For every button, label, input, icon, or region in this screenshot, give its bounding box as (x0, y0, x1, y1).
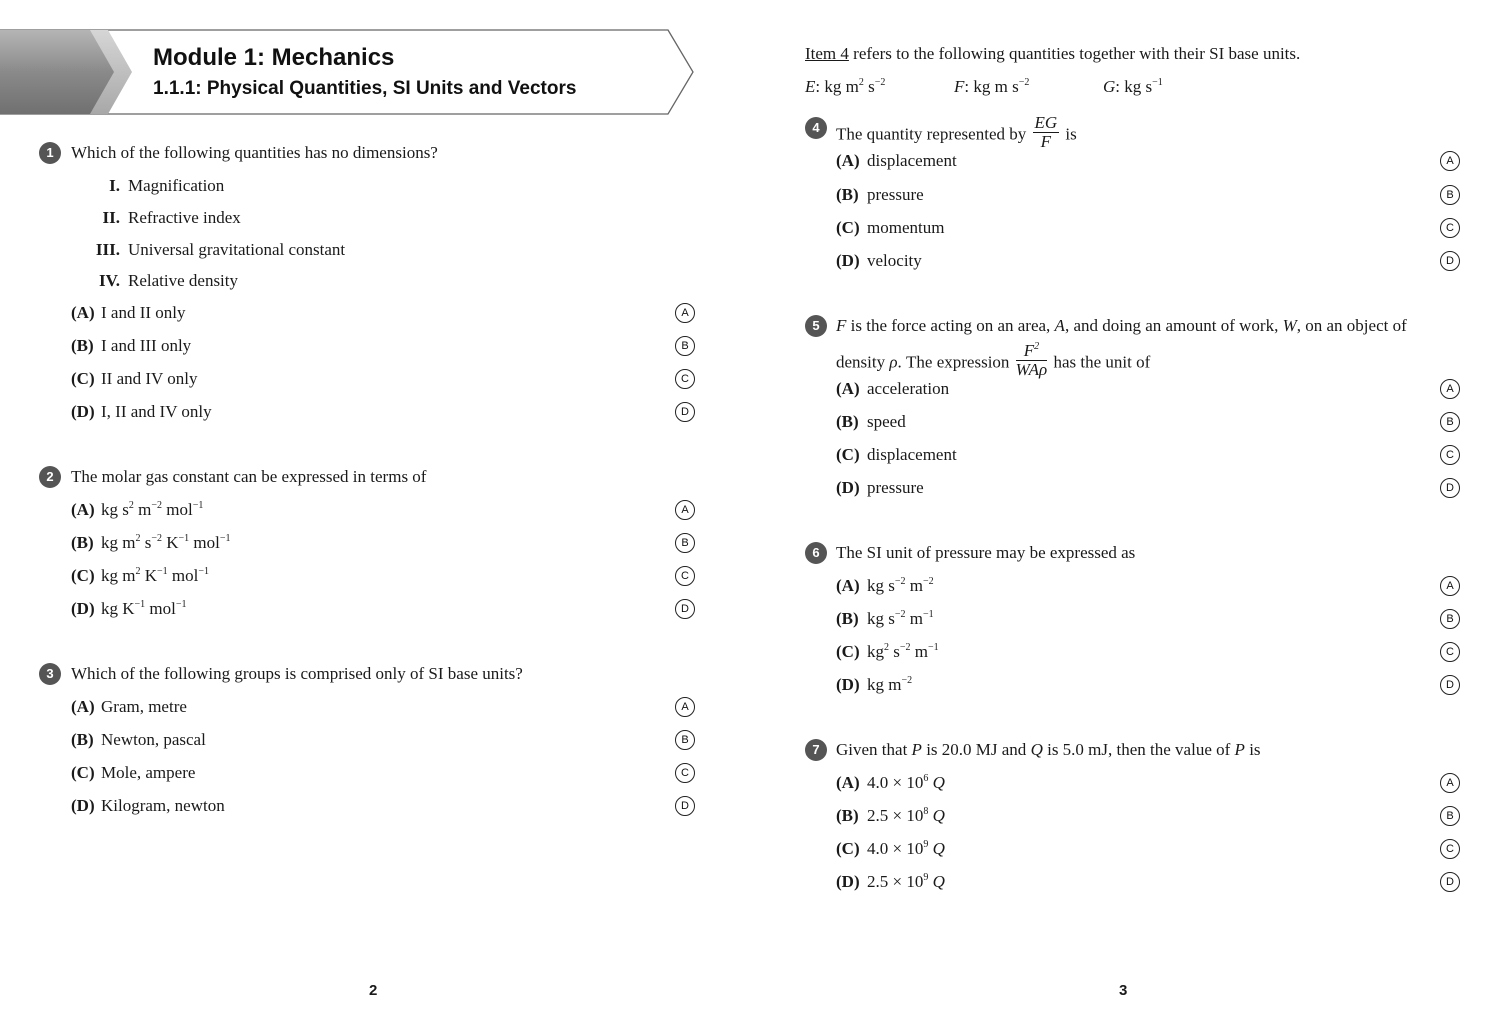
option-letter: (D) (836, 251, 860, 270)
answer-bubble-a[interactable]: A (675, 500, 695, 520)
option-text: Gram, metre (101, 697, 187, 716)
answer-bubble-c[interactable]: C (1440, 218, 1460, 238)
answer-bubble-c[interactable]: C (675, 369, 695, 389)
page-number-right: 3 (1119, 982, 1128, 999)
option-text: Mole, ampere (101, 763, 196, 782)
option-letter: (D) (71, 796, 95, 815)
option-letter: (D) (836, 478, 860, 497)
quantity-e: E: kg $m^2$ $s^{-2}$ (805, 77, 886, 96)
question-5-line-1: F is the force acting on an area, A, and doing an amount of work, W, on an object of (836, 316, 1407, 335)
answer-bubble-c[interactable]: C (1440, 445, 1460, 465)
page-number-left: 2 (369, 982, 378, 999)
option-text: $4.0 \times 10^6$ Q (867, 773, 945, 792)
answer-bubble-a[interactable]: A (675, 697, 695, 717)
answer-bubble-b[interactable]: B (675, 730, 695, 750)
answer-bubble-b[interactable]: B (675, 336, 695, 356)
option-letter: (B) (836, 412, 859, 431)
option-text: II and IV only (101, 369, 198, 388)
option-letter: (B) (836, 609, 859, 628)
option-text: I, II and IV only (101, 402, 212, 421)
question-1-stem: Which of the following quantities has no dimensions? (71, 143, 438, 162)
answer-bubble-c[interactable]: C (675, 566, 695, 586)
list-item: Universal gravitational constant (128, 240, 346, 259)
list-item: Magnification (128, 176, 225, 195)
option-letter: (B) (71, 533, 94, 552)
question-5-line-2: density ρ. The expression $\frac{F^2}{\text{WAρ}}$ has the unit of (836, 341, 1151, 379)
option-text: kg $m^2$ $s^{-2}$ $K^{-1}$ mol$^{-1}$ (101, 533, 231, 552)
option-letter: (D) (71, 599, 95, 618)
fraction-eg-over-f: $\frac{EG}{F}$ (1034, 113, 1058, 151)
option-letter: (C) (836, 218, 860, 237)
option-letter: (A) (836, 773, 860, 792)
answer-bubble-a[interactable]: A (1440, 576, 1460, 596)
question-number-3: 3 (39, 663, 61, 685)
question-number-6: 6 (805, 542, 827, 564)
option-letter: (B) (71, 730, 94, 749)
option-text: kg $K^{-1}$ mol$^{-1}$ (101, 599, 187, 618)
list-item: Relative density (128, 271, 239, 290)
option-text: momentum (867, 218, 945, 237)
question-number-5: 5 (805, 315, 827, 337)
option-letter: (A) (71, 303, 95, 322)
question-3-stem: Which of the following groups is comprised only of SI base units? (71, 664, 523, 683)
option-text: acceleration (867, 379, 950, 398)
question-2-stem: The molar gas constant can be expressed in terms of (71, 467, 427, 486)
answer-bubble-b[interactable]: B (1440, 412, 1460, 432)
option-text: displacement (867, 151, 957, 170)
option-letter: (D) (836, 872, 860, 891)
question-number-1: 1 (39, 142, 61, 164)
roman-numeral: II. (102, 208, 120, 227)
option-text: speed (867, 412, 906, 431)
option-text: kg $s^{-2}$ $m^{-1}$ (867, 609, 934, 628)
option-letter: (A) (836, 151, 860, 170)
answer-bubble-a[interactable]: A (1440, 379, 1460, 399)
fraction-f2-over-wap: $\frac{F^2}{\text{WAρ}}$ (1015, 341, 1048, 379)
option-letter: (C) (836, 445, 860, 464)
quantity-g: G: kg $s^{-1}$ (1103, 77, 1163, 96)
answer-bubble-c[interactable]: C (1440, 642, 1460, 662)
answer-bubble-d[interactable]: D (675, 796, 695, 816)
option-text: kg $s^{-2}$ $m^{-2}$ (867, 576, 934, 595)
option-letter: (A) (836, 576, 860, 595)
option-text: displacement (867, 445, 957, 464)
option-text: $kg^2$ $s^{-2}$ $m^{-1}$ (867, 642, 939, 661)
list-item: Refractive index (128, 208, 241, 227)
option-text: pressure (867, 185, 924, 204)
answer-bubble-b[interactable]: B (1440, 185, 1460, 205)
option-text: Kilogram, newton (101, 796, 225, 815)
option-text: I and III only (101, 336, 192, 355)
option-text: $2.5 \times 10^8$ Q (867, 806, 945, 825)
answer-bubble-b[interactable]: B (1440, 609, 1460, 629)
option-letter: (D) (71, 402, 95, 421)
option-text: $4.0 \times 10^9$ Q (867, 839, 945, 858)
module-banner (0, 28, 700, 118)
option-text: kg $m^{-2}$ (867, 675, 913, 694)
option-letter: (C) (71, 763, 95, 782)
option-text: I and II only (101, 303, 186, 322)
roman-numeral: I. (109, 176, 120, 195)
option-text: velocity (867, 251, 922, 270)
answer-bubble-a[interactable]: A (1440, 773, 1460, 793)
module-title: Module 1: Mechanics (153, 44, 395, 71)
answer-bubble-d[interactable]: D (675, 402, 695, 422)
item-reference: Item 4 (805, 44, 849, 63)
section-subtitle: 1.1.1: Physical Quantities, SI Units and Vectors (153, 78, 577, 99)
roman-numeral: IV. (99, 271, 120, 290)
roman-numeral: III. (95, 240, 120, 259)
answer-bubble-d[interactable]: D (1440, 478, 1460, 498)
answer-bubble-b[interactable]: B (1440, 806, 1460, 826)
option-letter: (A) (71, 697, 95, 716)
quantity-f: F: kg m $s^{-2}$ (954, 77, 1030, 96)
option-letter: (B) (836, 185, 859, 204)
question-number-4: 4 (805, 117, 827, 139)
option-text: kg $m^2$ $K^{-1}$ mol$^{-1}$ (101, 566, 209, 585)
answer-bubble-c[interactable]: C (675, 763, 695, 783)
answer-bubble-a[interactable]: A (1440, 151, 1460, 171)
option-letter: (C) (836, 642, 860, 661)
option-text: Newton, pascal (101, 730, 206, 749)
option-letter: (D) (836, 675, 860, 694)
answer-bubble-d[interactable]: D (1440, 872, 1460, 892)
question-6-stem: The SI unit of pressure may be expressed as (836, 543, 1136, 562)
answer-bubble-b[interactable]: B (675, 533, 695, 553)
option-letter: (A) (836, 379, 860, 398)
option-letter: (C) (836, 839, 860, 858)
question-4-stem: The quantity represented by $\frac{EG}{F}$ is (836, 113, 1077, 151)
option-letter: (C) (71, 566, 95, 585)
answer-bubble-a[interactable]: A (675, 303, 695, 323)
question-number-2: 2 (39, 466, 61, 488)
option-letter: (A) (71, 500, 95, 519)
option-text: $2.5 \times 10^9$ Q (867, 872, 945, 891)
question-number-7: 7 (805, 739, 827, 761)
answer-bubble-d[interactable]: D (1440, 675, 1460, 695)
option-letter: (B) (836, 806, 859, 825)
answer-bubble-d[interactable]: D (1440, 251, 1460, 271)
option-text: pressure (867, 478, 924, 497)
item-4-intro: Item 4 refers to the following quantities together with their SI base units. (805, 44, 1301, 63)
option-text: kg $s^2$ $m^{-2}$ mol$^{-1}$ (101, 500, 204, 519)
option-letter: (B) (71, 336, 94, 355)
question-7-stem: Given that P is 20.0 MJ and Q is 5.0 mJ, then the value of P is (836, 740, 1261, 759)
answer-bubble-d[interactable]: D (675, 599, 695, 619)
answer-bubble-c[interactable]: C (1440, 839, 1460, 859)
option-letter: (C) (71, 369, 95, 388)
